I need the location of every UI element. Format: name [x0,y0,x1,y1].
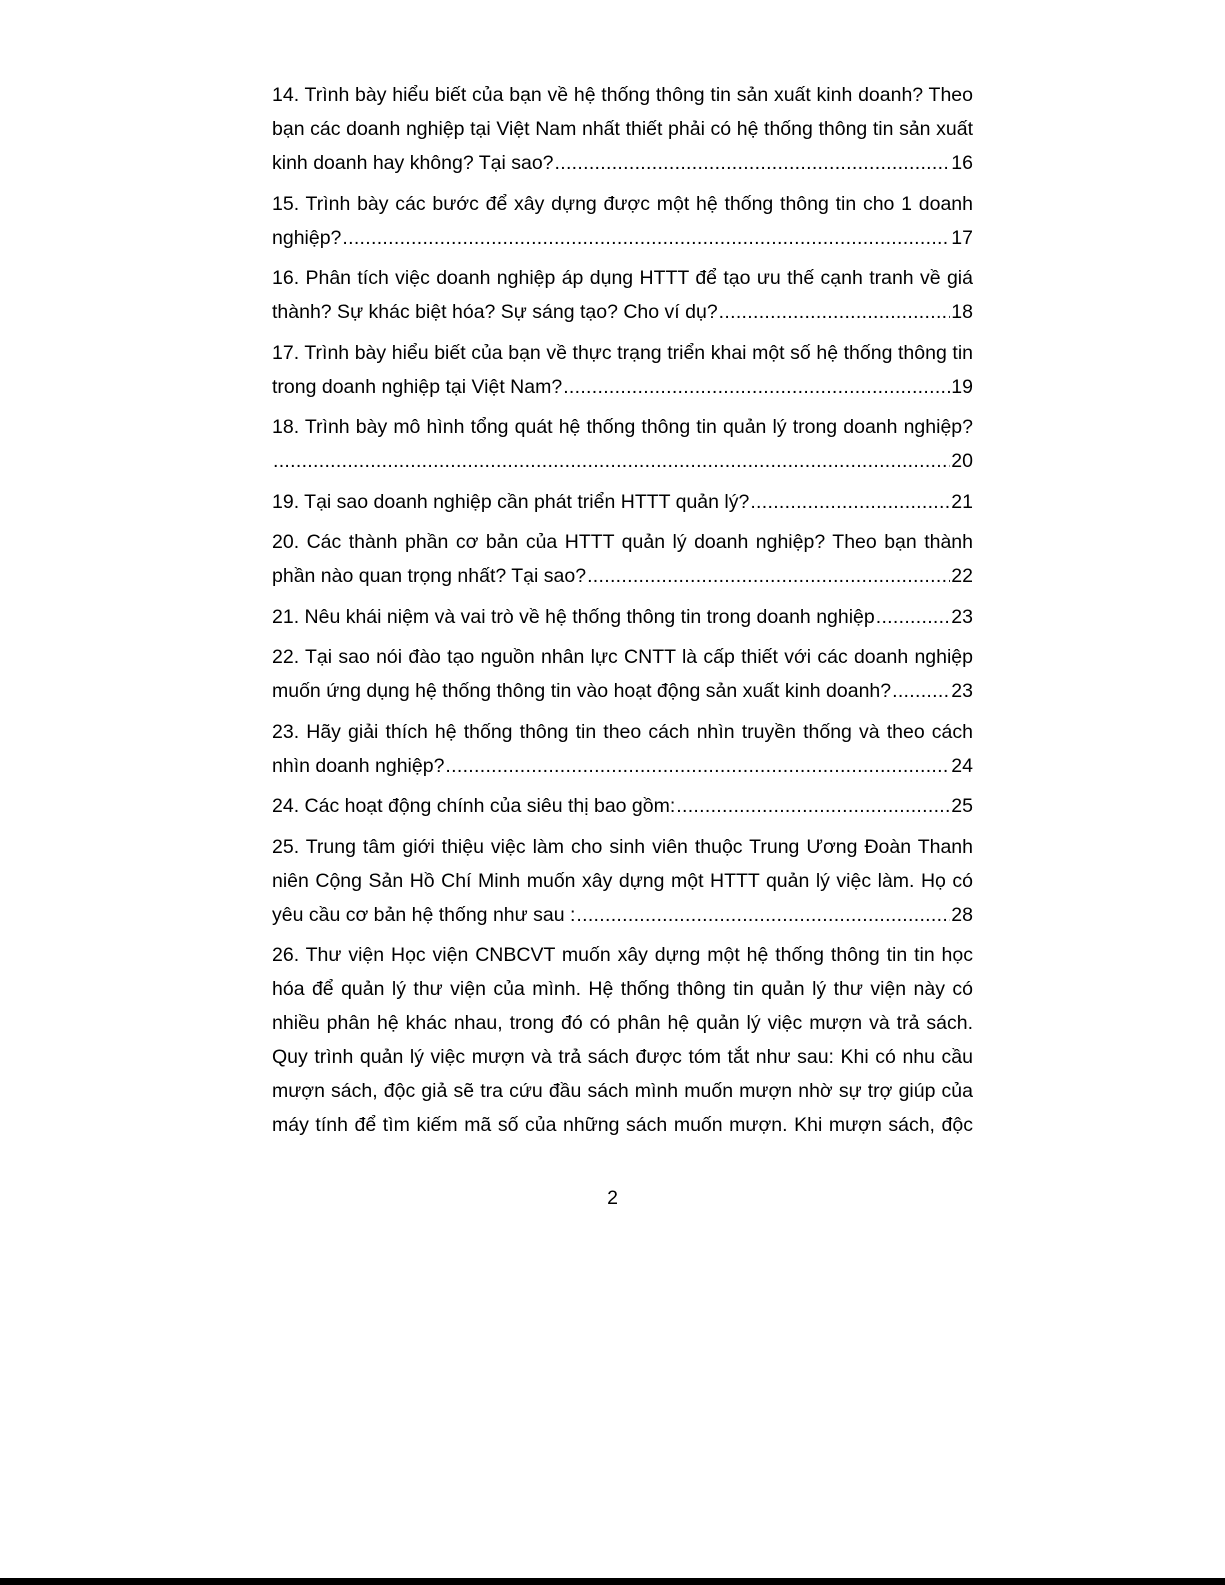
toc-entry-text: 19. Tại sao doanh nghiệp cần phát triển HTTT quản lý? [272,490,750,513]
toc-entry-15[interactable] [272,187,973,255]
toc-page-number: 23 [951,605,973,628]
toc-entry-text: 24. Các hoạt động chính của siêu thị bao gồm: [272,795,676,817]
page-number: 2 [607,1187,618,1209]
toc-entry-text: hóa để quản lý thư viện của mình. Hệ thống thông tin quản lý thư viện này có [272,978,973,1000]
toc-entry-text: 25. Trung tâm giới thiệu việc làm cho sinh viên thuộc Trung Ương Đoàn Thanh [272,835,973,858]
toc-entry-text: nghiệp? [272,226,342,249]
dot-leader [892,674,950,708]
toc-entry-23[interactable] [272,715,973,783]
toc-entry-text: nhiều phân hệ khác nhau, trong đó có phân hệ quản lý việc mượn và trả sách. [272,1012,973,1034]
toc-entry-text: 23. Hãy giải thích hệ thống thông tin theo cách nhìn truyền thống và theo cách [272,720,973,743]
toc-page-number: 21 [951,490,973,513]
toc-entry-text: 16. Phân tích việc doanh nghiệp áp dụng HTTT để tạo ưu thế cạnh tranh về giá [272,267,973,289]
toc-entry-text: nhìn doanh nghiệp? [272,754,445,777]
toc-entry-text: bạn các doanh nghiệp tại Việt Nam nhất thiết phải có hệ thống thông tin sản xuất [272,118,973,140]
toc-page-number: 19 [951,375,973,398]
toc-entry-text: muốn ứng dụng hệ thống thông tin vào hoạt động sản xuất kinh doanh? [272,680,892,702]
dot-leader [876,600,951,634]
toc-entry-text: mượn sách, độc giả sẽ tra cứu đầu sách mình muốn mượn nhờ sự trợ giúp của [272,1080,973,1102]
toc-entry-text: trong doanh nghiệp tại Việt Nam? [272,375,563,398]
dot-leader [342,221,950,255]
toc-entry-22[interactable] [272,640,973,708]
dot-leader [555,146,951,180]
toc-entry-text: 21. Nêu khái niệm và vai trò về hệ thống thông tin trong doanh nghiệp [272,605,875,628]
toc-entry-text: thành? Sự khác biệt hóa? Sự sáng tạo? Cho ví dụ? [272,301,718,323]
toc-page-number: 16 [951,152,973,174]
dot-leader [563,370,950,404]
toc-entry-text: 22. Tại sao nói đào tạo nguồn nhân lực CNTT là cấp thiết với các doanh nghiệp [272,646,973,668]
toc-page-number: 18 [951,301,973,323]
toc-entry-26[interactable] [272,938,973,1142]
toc-entry-text: 14. Trình bày hiểu biết của bạn về hệ thống thông tin sản xuất kinh doanh? Theo [272,84,973,106]
toc-entry-text: niên Cộng Sản Hồ Chí Minh muốn xây dựng một HTTT quản lý việc làm. Họ có [272,869,973,892]
toc-entry-14[interactable] [272,78,973,180]
toc-entry-text: phần nào quan trọng nhất? Tại sao? [272,565,587,587]
dot-leader [576,898,950,932]
toc-entry-text: máy tính để tìm kiếm mã số của những sách muốn mượn. Khi mượn sách, độc [272,1114,973,1136]
toc-entry-text: 17. Trình bày hiểu biết của bạn về thực trạng triển khai một số hệ thống thông tin [272,341,973,364]
toc-entry-25[interactable] [272,830,973,932]
dot-leader [676,789,950,823]
toc-entry-text: 15. Trình bày các bước để xây dựng được một hệ thống thông tin cho 1 doanh [272,192,973,215]
table-of-contents [272,78,973,1149]
toc-entry-text: 20. Các thành phần cơ bản của HTTT quản lý doanh nghiệp? Theo bạn thành [272,531,973,553]
toc-entry-24[interactable] [272,789,973,823]
toc-entry-text: 26. Thư viện Học viện CNBCVT muốn xây dựng một hệ thống thông tin tin học [272,944,973,966]
page-bottom-border [0,1578,1225,1585]
toc-page-number: 24 [951,754,973,777]
toc-page-number: 17 [951,226,973,249]
toc-page-number: 20 [951,450,973,472]
toc-entry-16[interactable] [272,261,973,329]
dot-leader [587,559,950,593]
toc-entry-17[interactable] [272,336,973,404]
toc-entry-21[interactable] [272,600,973,634]
toc-page-number: 22 [951,565,973,587]
dot-leader [445,749,950,783]
toc-entry-20[interactable] [272,525,973,593]
toc-entry-19[interactable] [272,485,973,519]
toc-page-number: 28 [951,903,973,926]
toc-page-number: 25 [951,795,973,817]
toc-entry-18[interactable] [272,410,973,478]
dot-leader [750,485,950,519]
dot-leader [273,444,950,478]
toc-entry-text: Quy trình quản lý việc mượn và trả sách được tóm tắt như sau: Khi có nhu cầu [272,1046,973,1068]
dot-leader [719,295,951,329]
toc-entry-text: kinh doanh hay không? Tại sao? [272,152,554,174]
toc-entry-text: yêu cầu cơ bản hệ thống như sau : [272,903,576,926]
toc-entry-text: 18. Trình bày mô hình tổng quát hệ thống thông tin quản lý trong doanh nghiệp? [272,416,973,438]
toc-page-number: 23 [951,680,973,702]
